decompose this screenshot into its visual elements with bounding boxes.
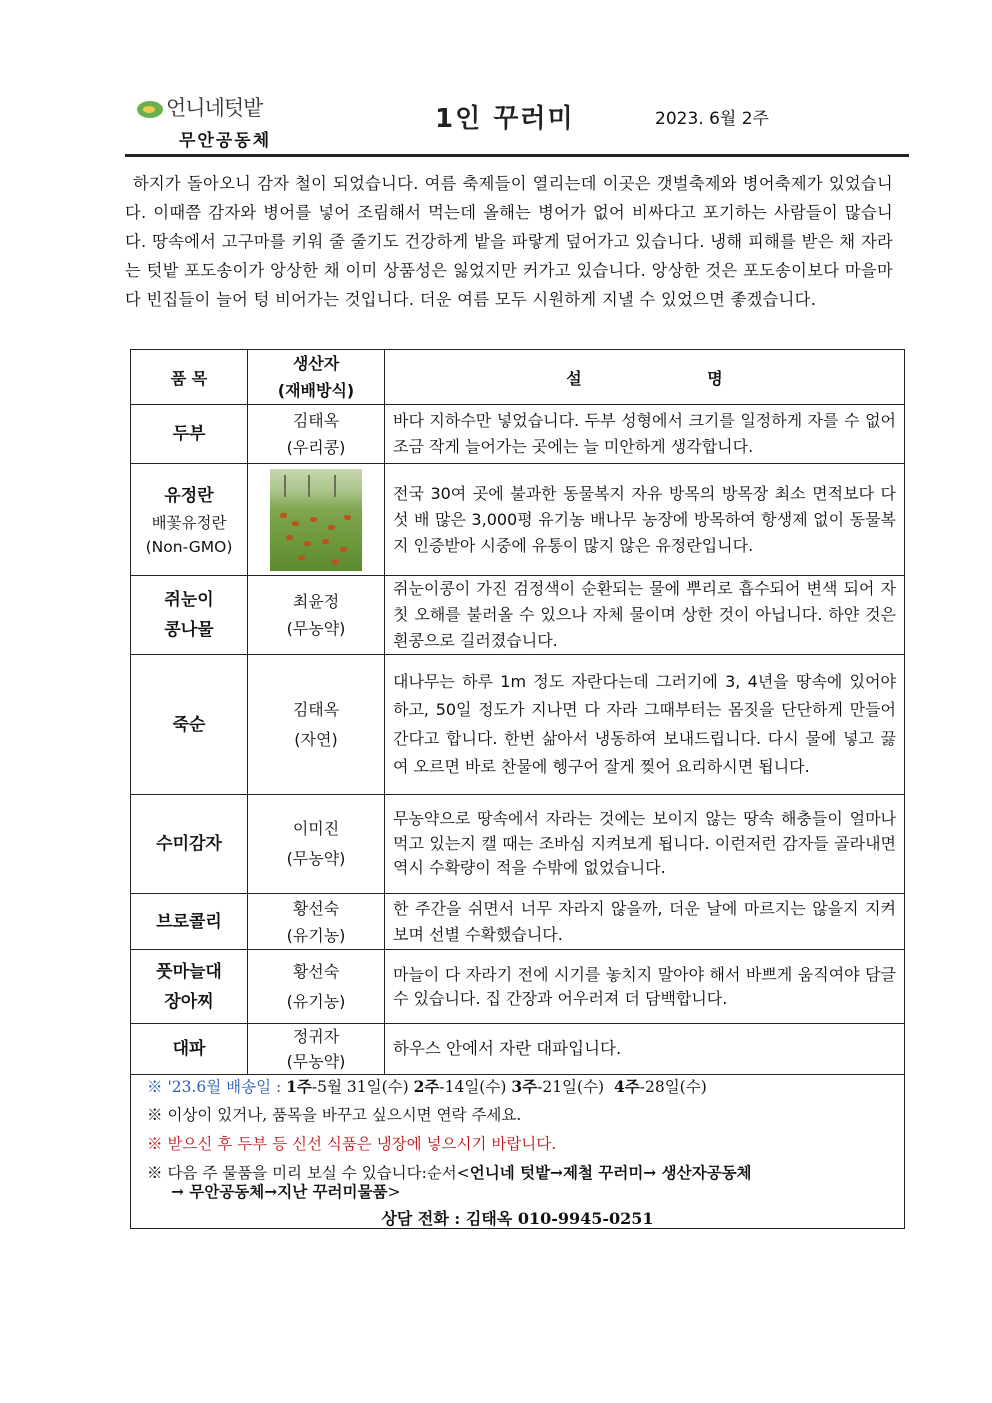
producer-name: 최윤정 [292,592,340,611]
item-description: 전국 30여 곳에 불과한 동물복지 자유 방목의 방목장 최소 면적보다 다섯 배 많은 3,000평 유기농 배나무 농장에 방목하여 항생제 없이 동물복지 인증받아 시중에 유통이 많지 않은 유정란입니다. [385,464,905,576]
item-name: 죽순 [172,714,206,735]
item-name-line2: 콩나물 [164,620,214,640]
header-item: 품 목 [131,350,248,405]
logo [137,92,297,152]
table-row [131,576,905,655]
item-name: 두부 [172,424,206,444]
change-request-note: ※ 이상이 있거나, 품목을 바꾸고 싶으시면 연락 주세요. [147,1106,522,1124]
header-divider [125,154,909,157]
contact-phone: 상담 전화 : 김태옥 010-9945-0251 [381,1209,654,1228]
item-name: 쥐눈이 [164,590,214,610]
table-row [131,1024,905,1075]
item-name-line2: 장아찌 [164,991,214,1012]
growing-method: (무농약) [286,1052,346,1071]
table-row [131,464,905,576]
producer-name: 김태옥 [292,411,340,430]
refrigeration-warning: ※ 받으신 후 두부 등 신선 식품은 냉장에 넣으시기 바랍니다. [147,1135,557,1153]
header-description: 설 명 [385,350,905,405]
logo-wordmark: 언니네텃밭 [137,92,262,122]
items-table [130,349,905,1075]
table-row [131,655,905,795]
table-row [131,894,905,950]
item-description: 한 주간을 쉬면서 너무 자라지 않을까, 더운 날에 마르지는 않을지 지켜보며 선별 수확했습니다. [385,894,905,950]
table-header-row [131,350,905,405]
header-producer: 생산자 (재배방식) [248,350,385,405]
producer-name: 황선숙 [292,898,340,918]
growing-method: (무농약) [286,849,346,868]
item-description: 무농약으로 땅속에서 자라는 것에는 보이지 않는 땅속 해충들이 얼마나 먹고 있는지 캘 때는 조바심 지켜보게 됩니다. 이런저런 감자들 골라내면 역시 수확량이 적을 수밖에 없었습니다. [385,795,905,894]
notice-box [130,1069,905,1229]
item-name: 대파 [172,1039,206,1059]
table-row [131,950,905,1024]
item-description: 대나무는 하루 1m 정도 자란다는데 그러기에 3, 4년을 땅속에 있어야 하고, 50일 정도가 지나면 다 자라 그때부터는 몸짓을 단단하게 만들어 간다고 합니다. 한번 삶아서 냉동하여 보내드립니다. 다시 물에 넣고 끓여 오르면 바로 찬물에 헹구어 잘게 찢어 요리하시면 됩니다. [385,655,905,795]
farm-photo [270,469,362,571]
item-name: 브로콜리 [156,911,222,932]
item-name: 수미감자 [156,834,222,854]
producer-name: 정귀자 [292,1027,340,1046]
item-note: (Non-GMO) [145,537,233,556]
item-description: 바다 지하수만 넣었습니다. 두부 성형에서 크기를 일정하게 자를 수 없어 조금 작게 늘어가는 곳에는 늘 미안하게 생각합니다. [385,405,905,464]
item-description: 마늘이 다 자라기 전에 시기를 놓치지 말아야 해서 바쁘게 움직여야 담글 수 있습니다. 집 간장과 어우러져 더 담백합니다. [385,950,905,1024]
item-name: 유정란 [164,485,214,506]
growing-method: (유기농) [286,991,346,1011]
producer-name: 이미진 [292,819,340,838]
growing-method: (우리콩) [286,438,346,457]
intro-paragraph: 하지가 돌아오니 감자 철이 되었습니다. 여름 축제들이 열리는데 이곳은 갯벌축제와 병어축제가 있었습니다. 이때쯤 감자와 병어를 넣어 조림해서 먹는데 올해는 병어가 없어 비싸다고 포기하는 사람들이 많습니다. 땅속에서 고구마를 키워 줄 줄기도 건강하게 밭을 파랗게 덮어가고 있습니다. 냉해 피해를 받은 채 자라는 텃밭 포도송이가 앙상한 채 이미 상품성은 잃었지만 커가고 있습니다. 앙상한 것은 포도송이보다 마을마다 빈집들이 늘어 텅 비어가는 것입니다. 더운 여름 모두 시원하게 지낼 수 있었으면 좋겠습니다. [125,174,893,309]
logo-subtitle: 무안공동체 [179,131,272,151]
item-brand: 배꽃유정란 [151,513,227,532]
preview-path: → 무안공동체→지난 꾸러미물품> [171,1182,401,1201]
issue-date: 2023. 6월 2주 [655,109,769,129]
table-row [131,795,905,894]
table-row [131,405,905,464]
leaf-icon [137,101,163,118]
item-description: 하우스 안에서 자란 대파입니다. [385,1024,905,1075]
item-description: 쥐눈이콩이 가진 검정색이 순환되는 물에 뿌리로 흡수되어 변색 되어 자칫 오해를 불러올 수 있으나 자체 물이며 상한 것이 아닙니다. 하얀 것은 흰콩으로 길러졌습니다. [385,576,905,655]
delivery-schedule: ※ '23.6월 배송일 : 1주-5월 31일(수) 2주-14일(수) 3주-21일(수) 4주-28일(수) [147,1077,707,1096]
preview-instructions: ※ 다음 주 물품을 미리 보실 수 있습니다:순서<언니네 텃밭→제철 꾸러미→ 생산자공동체 [147,1163,752,1182]
producer-name: 황선숙 [292,961,340,981]
growing-method: (자연) [294,729,338,749]
growing-method: (무농약) [286,619,346,638]
producer-name: 김태옥 [292,699,340,719]
document-header [125,88,909,156]
growing-method: (유기농) [286,925,346,945]
item-name: 풋마늘대 [156,961,222,982]
page-title: 1인 꾸러미 [435,104,575,134]
